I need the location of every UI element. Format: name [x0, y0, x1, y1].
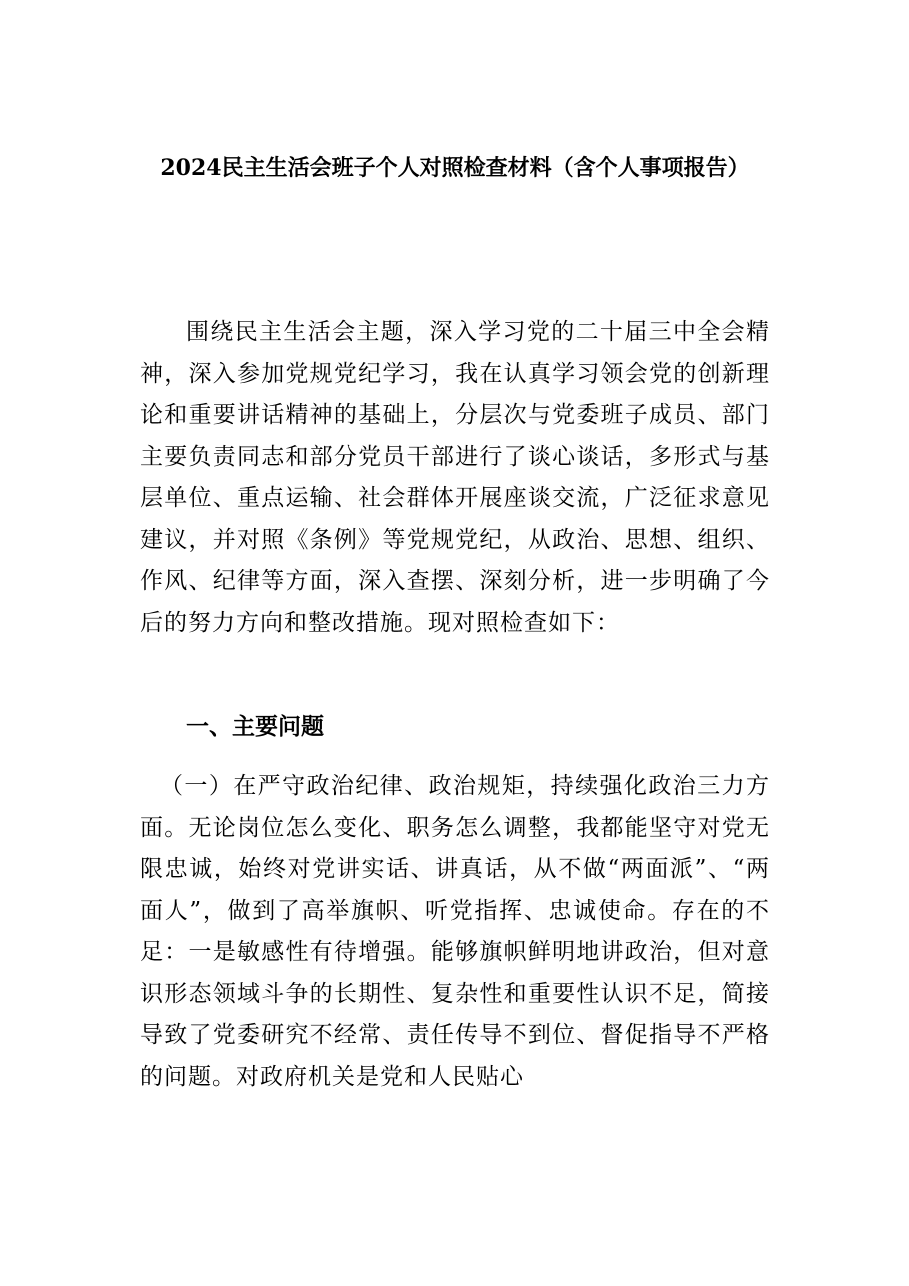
- section-paragraph-political-discipline: （一）在严守政治纪律、政治规矩，持续强化政治三力方面。无论岗位怎么变化、职务怎么调整，我都能坚守对党无限忠诚，始终对党讲实话、讲真话，从不做“两面派”、“两面人”，做到了高举旗帜、听党指挥、忠诚使命。存在的不足：一是敏感性有待增强。能够旗帜鲜明地讲政治，但对意识形态领域斗争的长期性、复杂性和重要性认识不足，简接导致了党委研究不经常、责任传导不到位、督促指导不严格的问题。对政府机关是党和人民贴心: [140, 773, 770, 1090]
- document-title: 2024民主生活会班子个人对照检查材料（含个人事项报告）: [160, 155, 750, 181]
- section-heading-main-issues: 一、主要问题: [186, 713, 324, 740]
- intro-paragraph: 围绕民主生活会主题，深入学习党的二十届三中全会精神，深入参加党规党纪学习，我在认真学习领会党的创新理论和重要讲话精神的基础上，分层次与党委班子成员、部门主要负责同志和部分党员干部进行了谈心谈话，多形式与基层单位、重点运输、社会群体开展座谈交流，广泛征求意见建议，并对照《条例》等党规党纪，从政治、思想、组织、作风、纪律等方面，深入查摆、深刻分析，进一步明确了今后的努力方向和整改措施。现对照检查如下：: [140, 319, 770, 636]
